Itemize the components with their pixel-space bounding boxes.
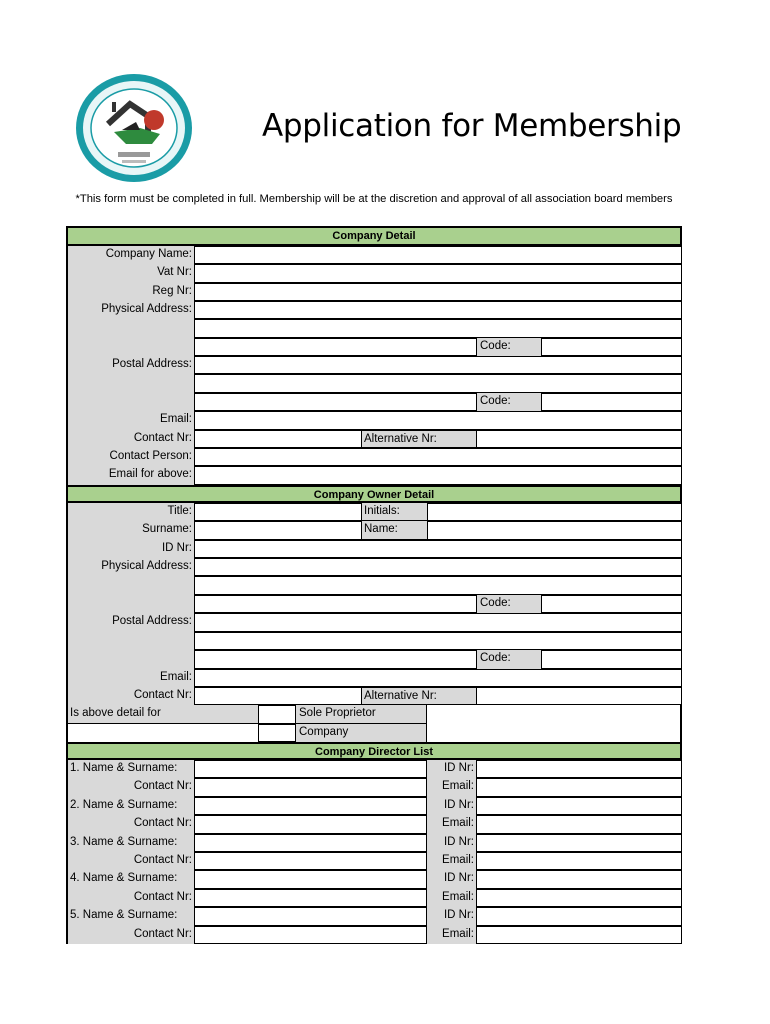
director-3-contact-nr-input[interactable] [194, 852, 427, 870]
postal-code-label: Code: [477, 393, 541, 411]
owner-physical-line1-input[interactable] [194, 558, 682, 576]
physical-address-line2-input[interactable] [194, 319, 682, 338]
owner-postal-line3-input[interactable] [194, 650, 477, 669]
postal-address-line1-input[interactable] [194, 356, 682, 374]
postal-address-label: Postal Address: [68, 356, 194, 411]
owner-alternative-nr-input[interactable] [476, 687, 682, 705]
director-list-header: Company Director List [68, 742, 680, 760]
director-1-contact-nr-label: Contact Nr: [68, 778, 194, 796]
director-1-name-input[interactable] [194, 760, 427, 778]
owner-contact-nr-label: Contact Nr: [68, 687, 194, 705]
blank-cell [68, 724, 258, 742]
director-3-email-label: Email: [427, 852, 476, 870]
physical-address-line3-input[interactable] [194, 338, 477, 356]
director-5-email-input[interactable] [476, 926, 682, 944]
director-2-email-input[interactable] [476, 815, 682, 833]
director-5-id-nr-input[interactable] [476, 907, 682, 925]
contact-person-input[interactable] [194, 448, 682, 466]
owner-physical-line2-input[interactable] [194, 576, 682, 595]
director-3-id-nr-label: ID Nr: [427, 834, 476, 852]
director-4-contact-nr-label: Contact Nr: [68, 889, 194, 907]
director-2-name-input[interactable] [194, 797, 427, 815]
director-3-id-nr-input[interactable] [476, 834, 682, 852]
director-2-id-nr-input[interactable] [476, 797, 682, 815]
owner-id-nr-label: ID Nr: [68, 540, 194, 558]
company-detail-header: Company Detail [68, 228, 680, 246]
postal-address-line2-input[interactable] [194, 374, 682, 393]
director-3-name-label: 3. Name & Surname: [68, 834, 194, 852]
alternative-nr-input[interactable] [476, 430, 682, 448]
company-name-input[interactable] [194, 246, 682, 264]
director-4-id-nr-label: ID Nr: [427, 870, 476, 888]
owner-postal-line1-input[interactable] [194, 613, 682, 632]
owner-initials-label: Initials: [362, 503, 427, 521]
owner-surname-input[interactable] [194, 521, 362, 540]
director-5-email-label: Email: [427, 926, 476, 944]
owner-name-label: Name: [362, 521, 427, 540]
owner-email-input[interactable] [194, 669, 682, 687]
email-for-above-input[interactable] [194, 466, 682, 485]
vat-nr-input[interactable] [194, 264, 682, 283]
director-4-contact-nr-input[interactable] [194, 889, 427, 907]
email-for-above-label: Email for above: [68, 466, 194, 485]
sole-proprietor-checkbox[interactable] [258, 705, 296, 724]
director-2-name-label: 2. Name & Surname: [68, 797, 194, 815]
owner-title-input[interactable] [194, 503, 362, 521]
director-4-email-label: Email: [427, 889, 476, 907]
owner-detail-header: Company Owner Detail [68, 485, 680, 503]
email-label: Email: [68, 411, 194, 430]
is-above-detail-for-label: Is above detail for [68, 705, 258, 724]
page-title: Application for Membership [262, 108, 682, 144]
owner-name-input[interactable] [427, 521, 682, 540]
director-1-email-label: Email: [427, 778, 476, 796]
owner-physical-code-input[interactable] [541, 595, 682, 613]
membership-form [66, 226, 682, 944]
physical-code-input[interactable] [541, 338, 682, 356]
company-checkbox[interactable] [258, 724, 296, 742]
owner-postal-code-input[interactable] [541, 650, 682, 669]
association-seal-icon [74, 72, 196, 184]
owner-postal-code-label: Code: [477, 650, 541, 669]
director-1-id-nr-input[interactable] [476, 760, 682, 778]
owner-title-label: Title: [68, 503, 194, 521]
owner-initials-input[interactable] [427, 503, 682, 521]
director-3-email-input[interactable] [476, 852, 682, 870]
owner-postal-line2-input[interactable] [194, 632, 682, 650]
director-4-name-input[interactable] [194, 870, 427, 888]
director-4-id-nr-input[interactable] [476, 870, 682, 888]
director-2-email-label: Email: [427, 815, 476, 833]
owner-alternative-nr-label: Alternative Nr: [362, 687, 476, 705]
owner-contact-nr-input[interactable] [194, 687, 362, 705]
director-5-id-nr-label: ID Nr: [427, 907, 476, 925]
physical-address-line1-input[interactable] [194, 301, 682, 319]
reg-nr-input[interactable] [194, 283, 682, 301]
director-5-contact-nr-input[interactable] [194, 926, 427, 944]
director-1-contact-nr-input[interactable] [194, 778, 427, 796]
director-5-name-label: 5. Name & Surname: [68, 907, 194, 925]
director-4-name-label: 4. Name & Surname: [68, 870, 194, 888]
email-input[interactable] [194, 411, 682, 430]
owner-physical-address-label: Physical Address: [68, 558, 194, 613]
vat-nr-label: Vat Nr: [68, 264, 194, 283]
director-1-email-input[interactable] [476, 778, 682, 796]
owner-postal-address-label: Postal Address: [68, 613, 194, 669]
owner-email-label: Email: [68, 669, 194, 687]
director-2-contact-nr-label: Contact Nr: [68, 815, 194, 833]
owner-id-nr-input[interactable] [194, 540, 682, 558]
alternative-nr-label: Alternative Nr: [362, 430, 476, 448]
owner-physical-code-label: Code: [477, 595, 541, 613]
director-1-name-label: 1. Name & Surname: [68, 760, 194, 778]
director-1-id-nr-label: ID Nr: [427, 760, 476, 778]
reg-nr-label: Reg Nr: [68, 283, 194, 301]
owner-physical-line3-input[interactable] [194, 595, 477, 613]
contact-person-label: Contact Person: [68, 448, 194, 466]
director-5-contact-nr-label: Contact Nr: [68, 926, 194, 944]
company-label: Company [296, 724, 427, 742]
director-4-email-input[interactable] [476, 889, 682, 907]
contact-nr-label: Contact Nr: [68, 430, 194, 448]
contact-nr-input[interactable] [194, 430, 362, 448]
director-5-name-input[interactable] [194, 907, 427, 925]
director-2-contact-nr-input[interactable] [194, 815, 427, 833]
sole-proprietor-label: Sole Proprietor [296, 705, 427, 724]
director-3-contact-nr-label: Contact Nr: [68, 852, 194, 870]
company-name-label: Company Name: [68, 246, 194, 264]
physical-address-label: Physical Address: [68, 301, 194, 356]
postal-address-line3-input[interactable] [194, 393, 477, 411]
form-notice: *This form must be completed in full. Membership will be at the discretion and approval of all association board members [75, 193, 673, 205]
director-3-name-input[interactable] [194, 834, 427, 852]
postal-code-input[interactable] [541, 393, 682, 411]
physical-code-label: Code: [477, 338, 541, 356]
owner-surname-label: Surname: [68, 521, 194, 540]
director-2-id-nr-label: ID Nr: [427, 797, 476, 815]
